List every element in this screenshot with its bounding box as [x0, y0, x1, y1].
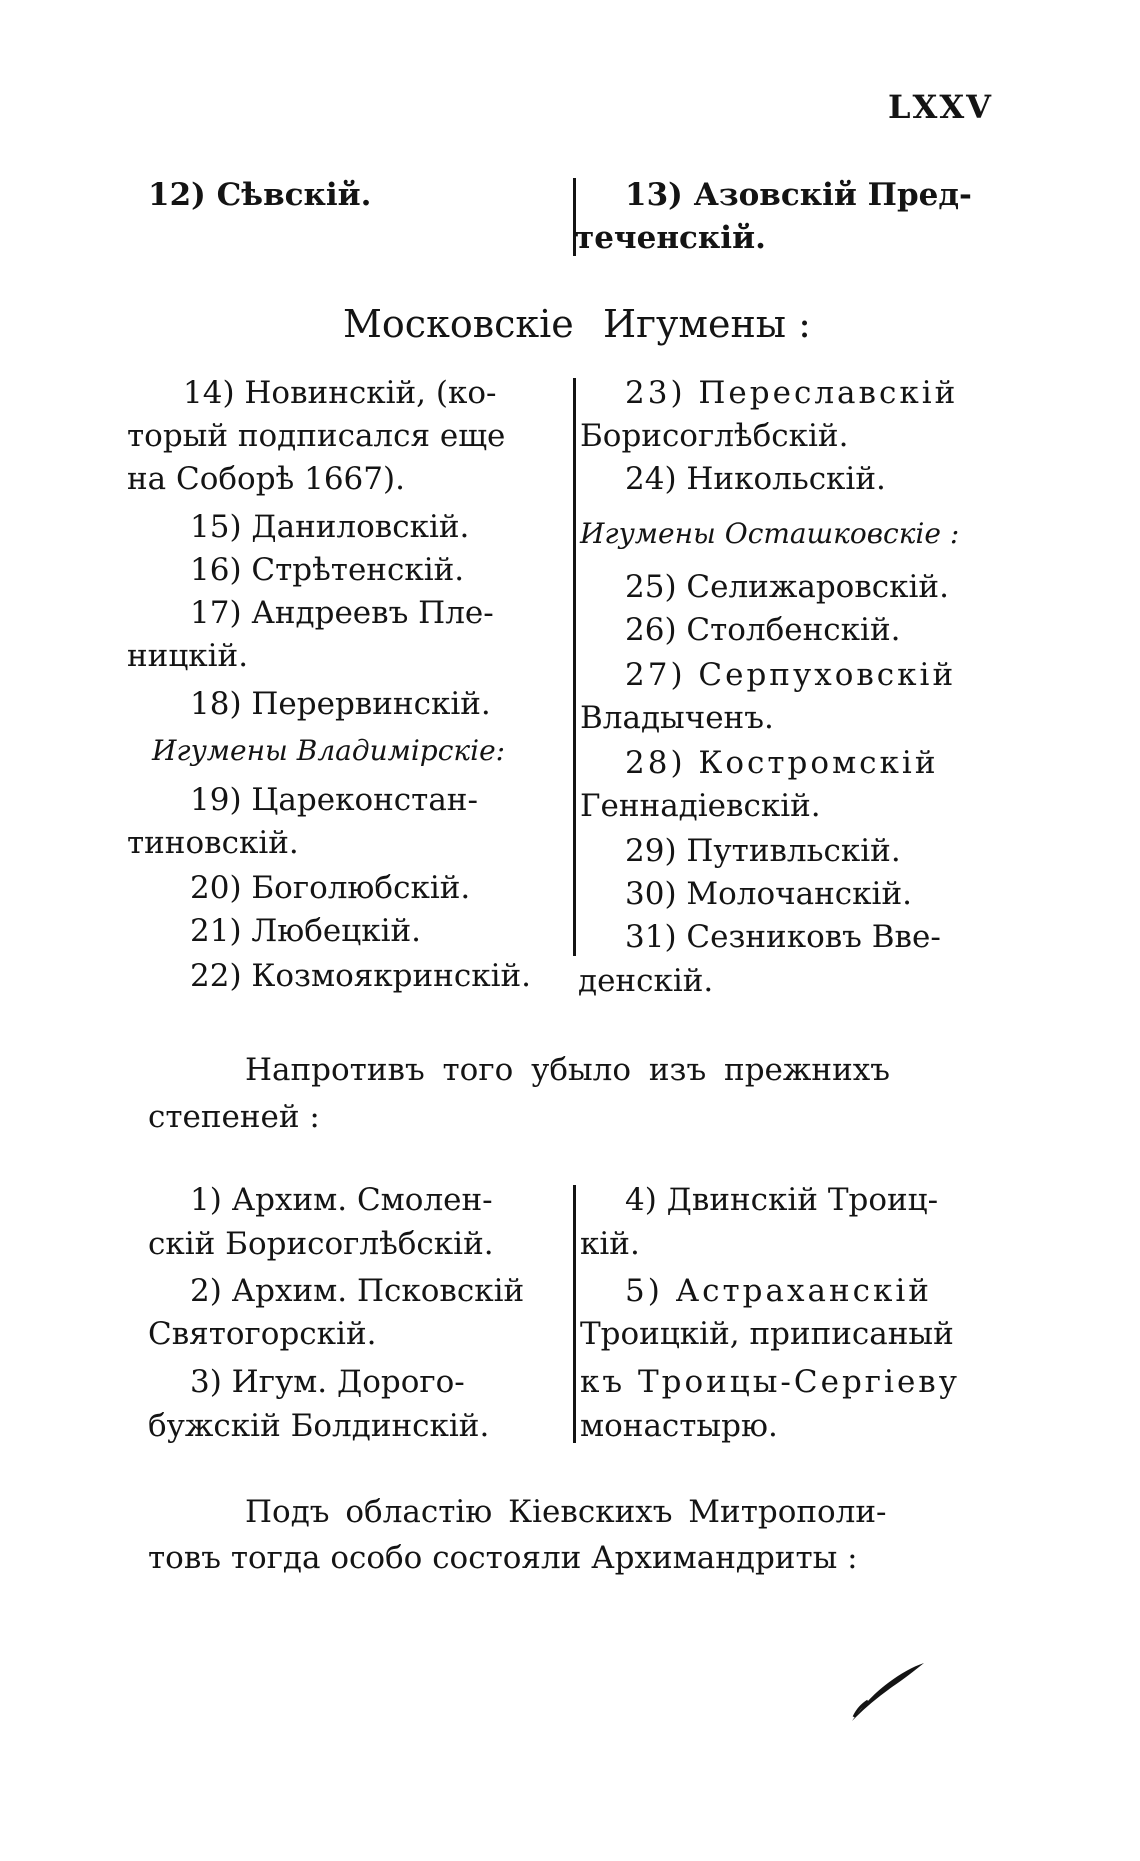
entry-13: 13) Азовскій Пред-: [625, 177, 972, 213]
list-item: 29) Путивльскій.: [625, 833, 901, 869]
list-item: 15) Даниловскій.: [190, 509, 470, 545]
list-item: 24) Никольскій.: [625, 461, 886, 497]
list-item: 1) Архим. Смолен-: [190, 1182, 493, 1218]
paragraph-line: степеней :: [148, 1099, 320, 1135]
list-item: 27) Серпуховскій: [625, 657, 957, 693]
list-item: 17) Андреевъ Пле-: [190, 595, 494, 631]
list-item: 25) Селижаровскій.: [625, 569, 949, 605]
list-item: 30) Молочанскій.: [625, 876, 912, 912]
paragraph-line: Подъ областію Кіевскихъ Митрополи-: [245, 1494, 887, 1530]
list-item: 4) Двинскій Троиц-: [625, 1182, 939, 1218]
column-divider: [573, 378, 576, 956]
list-item: 2) Архим. Псковскій: [190, 1273, 525, 1309]
list-item: монастырю.: [580, 1408, 778, 1444]
list-item: торый подписался еще: [127, 418, 506, 454]
list-item: 5) Астраханскій: [625, 1273, 932, 1309]
list-item: 18) Перервинскій.: [190, 686, 491, 722]
list-item: ницкій.: [127, 638, 249, 674]
list-item: 28) Костромскій: [625, 745, 939, 781]
list-item: скій Борисоглѣбскій.: [148, 1226, 494, 1262]
subheading-vladimir: Игумены Владимірскіе:: [152, 734, 506, 767]
entry-13-cont: теченскій.: [575, 220, 766, 256]
paragraph-line: Напротивъ того убыло изъ прежнихъ: [245, 1052, 890, 1088]
section-heading-part2: Игумены :: [603, 302, 811, 346]
list-item: 31) Сезниковъ Вве-: [625, 919, 941, 955]
list-item: на Соборѣ 1667).: [127, 461, 405, 497]
list-item: 14) Новинскій, (ко-: [183, 375, 497, 411]
list-item: 22) Козмоякринскій.: [190, 958, 531, 994]
flourish-mark-icon: [848, 1655, 928, 1725]
list-item: 19) Цареконстан-: [190, 782, 478, 818]
list-item: Геннадіевскій.: [580, 788, 821, 824]
list-item: 23) Переславскій: [625, 375, 959, 411]
list-item: Владыченъ.: [580, 700, 774, 736]
paragraph-line: товъ тогда особо состояли Архимандриты :: [148, 1540, 858, 1576]
list-item: 16) Стрѣтенскій.: [190, 552, 465, 588]
page-number: LXXV: [888, 88, 993, 126]
list-item: къ Троицы-Сергіеву: [580, 1364, 960, 1400]
list-item: 26) Столбенскій.: [625, 612, 901, 648]
list-item: 21) Любецкій.: [190, 913, 422, 949]
list-item: 3) Игум. Дорого-: [190, 1364, 465, 1400]
list-item: бужскій Болдинскій.: [148, 1408, 490, 1444]
list-item: тиновскій.: [127, 825, 299, 861]
list-item: Борисоглѣбскій.: [580, 418, 849, 454]
list-item: кій.: [580, 1226, 640, 1262]
list-item: денскій.: [578, 963, 714, 999]
subheading-ostashkov: Игумены Осташковскіе :: [580, 517, 960, 550]
list-item: 20) Боголюбскій.: [190, 870, 471, 906]
section-heading-part1: Московскіе: [343, 302, 574, 346]
list-item: Троицкій, приписаный: [580, 1316, 954, 1352]
entry-12: 12) Сѣвскій.: [148, 177, 372, 213]
column-divider: [573, 1185, 576, 1443]
list-item: Святогорскій.: [148, 1316, 377, 1352]
